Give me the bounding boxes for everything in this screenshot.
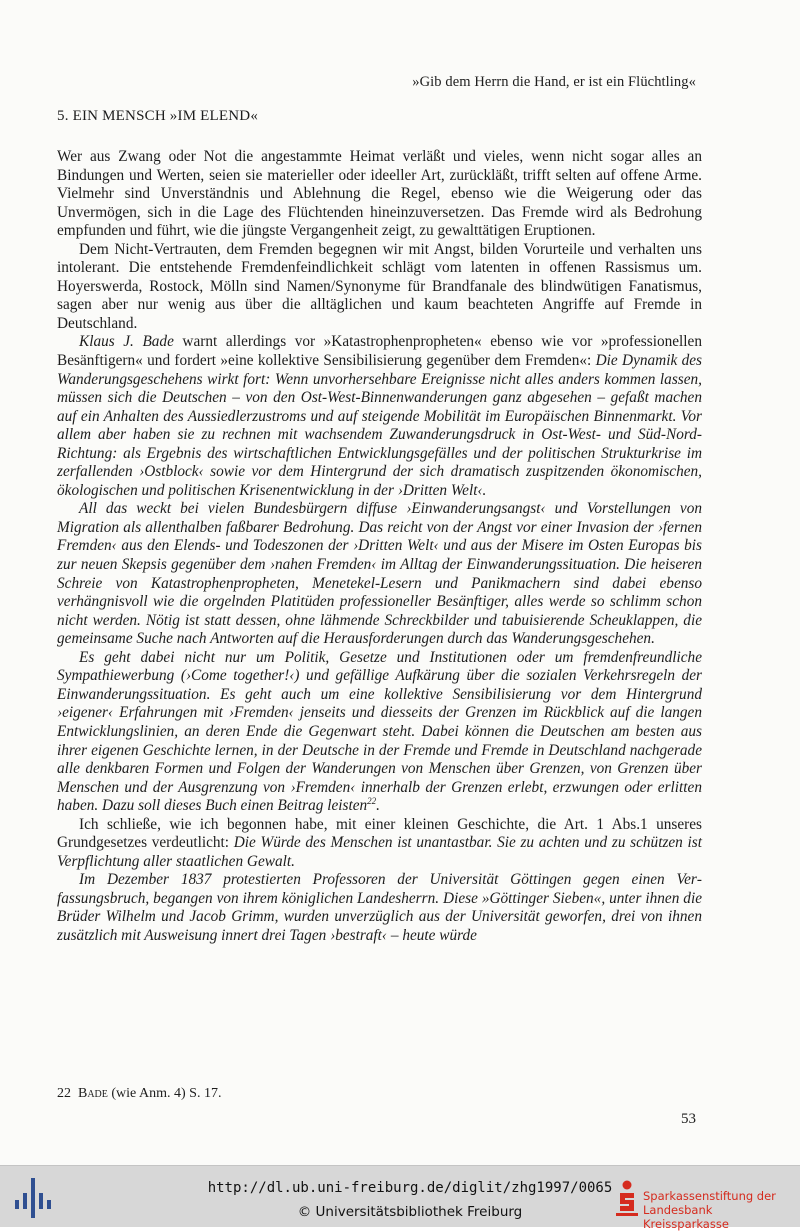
paragraph-5: Es geht dabei nicht nur um Politik, Gesetze und Institutionen oder um fremdenfreundliche Sympathiewerbung (›Come together!‹) und gefällige Aufkärung über die sozialen Verkehrsregeln der Einwanderungssituation. Es geht auch um eine kollektive Sensibilisierung vor dem Hintergrund ›eigener‹ Erfahrungen mit ›Fremden‹ jenseits und diesseits der Grenzen im Rückblick auf die langen Entwicklungslinien, an deren Ende die Gegenwart steht. Dabei können die Deutschen am besten aus ihrer eigenen Geschichte lernen, in der Deutsche in der Fremde und Fremde in Deutschland nachgerade alle denkbaren Formen und Folgen der Wanderungen von Menschen über Grenzen, von Grenzen über Menschen und der Ausgrenzung von ›Fremden‹ innerhalb der Grenzen erlebt, erzwungen oder erlitten haben. Dazu soll dieses Buch einen Beitrag leisten$^{22}$. xyxy=(57,648,702,815)
paragraph-6-text: Ich schließe, wie ich begonnen habe, mit einer kleinen Geschichte, die Art. 1 Abs.1 unseres Grundgesetzes verdeutlicht: xyxy=(57,815,702,852)
body-text xyxy=(57,148,702,946)
footnote xyxy=(57,1086,221,1102)
copyright-notice: © Universitätsbibliothek Freiburg xyxy=(297,1204,523,1220)
viewer-footer-bar xyxy=(0,1165,800,1231)
paragraph-2: Dem Nicht-Vertrauten, dem Fremden begegnen wir mit Angst, bilden Vorurteile und verhalten uns intolerant. Die entstehende Fremdenfeindlichkeit schlägt vom latenten in offenen Rassismus um. Hoyerswerda, Rostock, Mölln sind Namen/Synonyme für Brandfanale des blindwütigen Fanatismus, sagen aber nur wenig aus über die alltäglichen und kaum beachteten Angriffe auf Fremde in Deutschland. xyxy=(57,240,702,332)
paragraph-3-text: warnt allerdings vor »Katastrophenpropheten« ebenso wie vor »professionellen Besänftigern« und fordert »eine kollektive Sensibilisierung gegenüber dem Fremden«: xyxy=(57,333,702,370)
paragraph-7: Im Dezember 1837 protestierten Professoren der Universität Göttingen gegen einen Verfassungsbruch, begangen von ihrem königlichen Landesherrn. Diese »Göttinger Sieben«, unter ihnen die Brüder Wilhelm und Jacob Grimm, wurden unverzüglich aus der Universität geworfen, drei von ihnen zusätzlich mit Ausweisung innert drei Tagen ›bestraft‹ – heute würde xyxy=(57,871,702,944)
footnote-text: (wie Anm. 4) S. 17. xyxy=(107,1086,222,1101)
page-number: 53 xyxy=(681,1111,696,1127)
sparkasse-icon xyxy=(616,1180,638,1216)
constitution-quote: Die Würde des Menschen ist unantastbar. Sie zu achten und zu schützen ist Verpflichtung aller staatlichen Gewalt. xyxy=(57,834,702,870)
footnote-ref[interactable]: 22 xyxy=(367,796,377,807)
footnote-number: 22 xyxy=(57,1086,71,1101)
sponsor-name: Sparkassenstiftung der Landesbank Kreissparkasse xyxy=(643,1189,776,1231)
paragraph-5-text: Es geht dabei nicht nur um Politik, Gesetze und Institutionen oder um fremdenfreundliche Sympathiewerbung (›Come together!‹) und gefällige Aufkärung über die sozialen Verkehrsregeln der Einwanderungssituation. Es geht auch um eine kollektive Sensibilisierung vor dem Hintergrund ›eigener‹ Erfahrungen mit ›Fremden‹ jenseits und diesseits der Grenzen im Rückblick auf die langen Entwicklungslinien, an deren Ende die Gegenwart steht. Dabei können die Deutschen am besten aus ihrer eigenen Geschichte lernen, in der Deutsche in der Fremde und Fremde in Deutschland nachgerade alle denkbaren Formen und Folgen der Wanderungen von Menschen über Grenzen, von Grenzen über Menschen und der Ausgrenzung von ›Fremden‹ innerhalb der Grenzen erlebt, erzwungen oder erlitten haben. Dazu soll dieses Buch einen Beitrag leisten xyxy=(57,648,702,815)
sponsor-logo[interactable] xyxy=(616,1178,800,1231)
section-title: 5. EIN MENSCH »IM ELEND« xyxy=(57,108,259,124)
paragraph-1: Wer aus Zwang oder Not die angestammte Heimat verläßt und vieles, wenn nicht sogar alles an Bindungen und Werten, seien sie materieller oder ideeller Art, zurückläßt, trifft selten auf offene Arme. Vielmehr sind Unverständnis und Ablehnung die Regel, ebenso wie die Weigerung oder das Unvermögen, sich in die Lage des Flüchtenden hineinzuversetzen. Das Fremde wird als Bedrohung empfunden und führt, wie die jüngste Vergangenheit zeigt, zu gewalttätigen Eruptionen. xyxy=(57,148,702,240)
permalink-url[interactable]: http://dl.ub.uni-freiburg.de/diglit/zhg1997/0065 xyxy=(207,1180,613,1196)
paragraph-6 xyxy=(57,816,702,872)
footnote-author: Bade xyxy=(78,1086,108,1101)
paragraph-3 xyxy=(57,333,702,500)
paragraph-4: All das weckt bei vielen Bundesbürgern diffuse ›Einwanderungsangst‹ und Vorstellungen von Migration als allenthalben faßbarer Bedrohung. Das reicht von der Angst vor einer Invasion der ›fernen Fremden‹ aus den Elends- und Todeszonen der ›Dritten Welt‹ und aus der Misere im Osten Europas bis zur neuen Skepsis gegenüber dem ›nahen Fremden‹ im Alltag der Einwanderungssituation. Die heiseren Schreie von Katastrophenpropheten, Menetekel-Lesern und Panikmachern sind dabei ebenso verhängnisvoll wie die orgelnden Platitüden professioneller Besänftiger, alles werde so schlimm schon nicht werden. Nötig ist statt dessen, ohne lähmende Schreckbilder und tabuisierende Scheuklappen, die gemeinsame Suche nach Antworten auf die Herausforderungen durch das Wanderungsgeschehen. xyxy=(57,500,702,648)
quoted-author: Klaus J. Bade xyxy=(79,333,174,351)
block-quote: Die Dynamik des Wanderungsgeschehens wirkt fort: Wenn unvorhersehbare Ereignisse nicht alles anders kommen lassen, müssen sich die Deutschen – von den Ost-West-Binnenwanderungen ganz abgesehen – gefaßt machen auf ein Anhalten des Aussiedlerzustroms und auf steigende Mobilität im Europäischen Binnenmarkt. Vor allem aber haben sie zu rechnen mit wachsendem Zuwanderungsdruck in Ost-West- und Süd-Nord-Richtung: als Ergebnis des wirtschaftlichen Entwicklungsgefälles und der politischen Strukturkrise im zerfallenden ›Ostblock‹ sowie vor dem Hintergrund der sich dramatisch zuspitzenden ökonomischen, ökologischen und politischen Krisenentwicklung in der ›Dritten Welt‹. xyxy=(57,352,702,499)
running-header: »Gib dem Herrn die Hand, er ist ein Flüchtling« xyxy=(412,74,696,90)
